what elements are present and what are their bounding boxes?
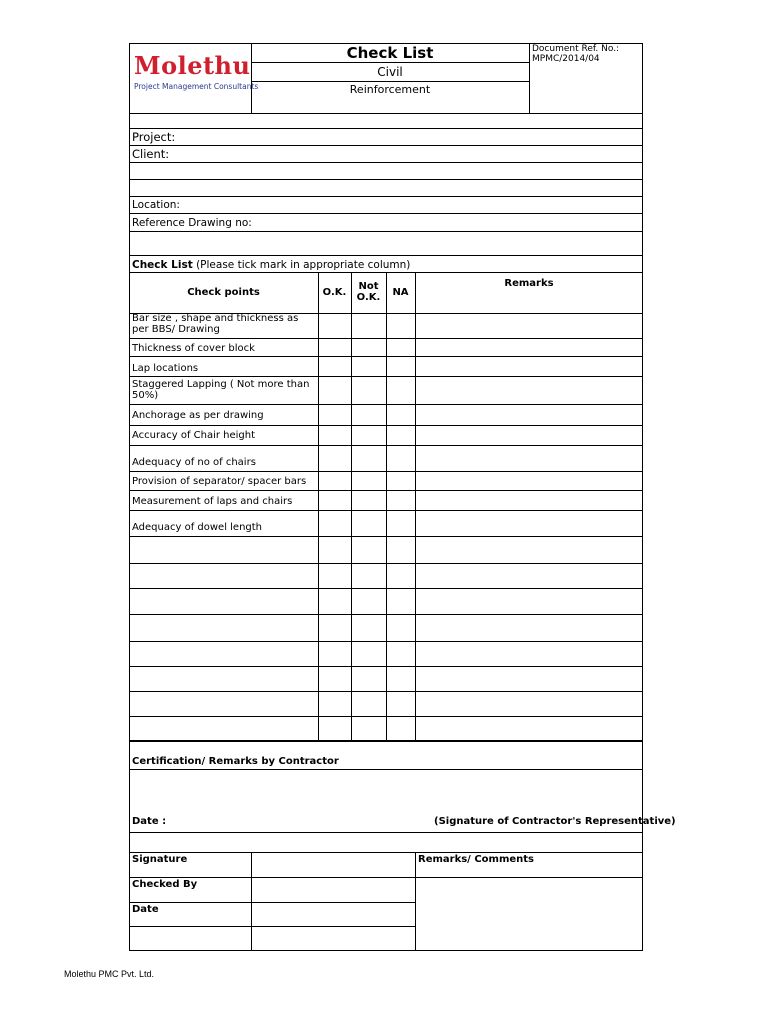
- column-divider-remarks: [415, 272, 416, 740]
- row-line: [129, 231, 643, 232]
- row-line: [129, 445, 643, 446]
- checklist-heading: [132, 259, 410, 271]
- checklist-title: Check List: [132, 259, 193, 271]
- table-bottom-line: [129, 740, 643, 742]
- header-line: [251, 62, 529, 63]
- row-line: [129, 691, 643, 692]
- row-line: [129, 471, 643, 472]
- check-point-item: Adequacy of dowel length: [132, 522, 263, 533]
- company-logo-tagline: Project Management Consultants: [134, 82, 259, 91]
- location-label: Location:: [132, 199, 180, 211]
- column-divider-not-ok: [351, 272, 352, 740]
- signature-label: Signature: [132, 854, 188, 865]
- certification-date-label: Date :: [132, 816, 167, 827]
- certification-signature-row: [130, 815, 676, 832]
- row-line: [129, 213, 643, 214]
- row-line: [129, 179, 643, 180]
- check-point-item: Measurement of laps and chairs: [132, 496, 293, 507]
- row-line: [129, 926, 415, 927]
- row-line: [129, 338, 643, 339]
- discipline-label: Civil: [377, 65, 403, 79]
- row-line: [129, 563, 643, 564]
- column-header-check-points: Check points: [187, 287, 260, 298]
- row-line: [129, 614, 643, 615]
- row-line: [129, 490, 643, 491]
- row-line: [129, 255, 643, 256]
- company-logo: Molethu: [134, 51, 251, 80]
- check-point-item: Lap locations: [132, 363, 199, 374]
- row-line: [129, 666, 643, 667]
- row-line: [129, 852, 643, 853]
- row-line: [129, 404, 643, 405]
- reference-drawing-label: Reference Drawing no:: [132, 217, 252, 229]
- row-line: [129, 877, 643, 878]
- check-point-item: Thickness of cover block: [132, 343, 255, 354]
- column-header-ok: O.K.: [322, 287, 347, 298]
- row-line: [129, 162, 643, 163]
- column-divider-ok: [318, 272, 319, 740]
- checked-by-label: Checked By: [132, 879, 198, 890]
- row-line: [129, 196, 643, 197]
- document-ref-value: MPMC/2014/04: [532, 54, 600, 64]
- row-line: [129, 356, 643, 357]
- row-line: [129, 145, 643, 146]
- header-line: [251, 81, 529, 82]
- header-bottom-line: [129, 113, 643, 114]
- row-line: [129, 641, 643, 642]
- row-line: [129, 536, 643, 537]
- document-ref-label: Document Ref. No.:: [532, 44, 620, 54]
- column-header-not-ok: Not O.K.: [356, 281, 381, 303]
- client-label: Client:: [132, 147, 170, 161]
- row-line: [129, 902, 415, 903]
- page-title: Check List: [346, 44, 434, 62]
- remarks-comments-label: Remarks/ Comments: [418, 854, 535, 865]
- header-divider-right: [529, 43, 530, 113]
- row-line: [129, 128, 643, 129]
- column-divider-na: [386, 272, 387, 740]
- check-point-item: Staggered Lapping ( Not more than 50%): [132, 379, 310, 401]
- check-point-item: Bar size , shape and thickness as per BBS/ Drawing: [132, 313, 299, 335]
- row-line: [129, 716, 643, 717]
- row-line: [129, 832, 643, 833]
- contractor-signature-label: (Signature of Contractor's Representative): [434, 816, 676, 827]
- row-line: [129, 376, 643, 377]
- project-label: Project:: [132, 130, 176, 144]
- row-line: [129, 510, 643, 511]
- column-header-na: NA: [392, 287, 409, 298]
- signoff-divider: [415, 852, 416, 951]
- check-point-item: Adequacy of no of chairs: [132, 457, 256, 468]
- column-header-remarks: Remarks: [504, 278, 554, 289]
- check-point-item: Provision of separator/ spacer bars: [132, 476, 307, 487]
- date-label: Date: [132, 904, 159, 915]
- check-point-item: Accuracy of Chair height: [132, 430, 256, 441]
- checklist-instruction: (Please tick mark in appropriate column): [196, 259, 411, 271]
- check-point-item: Anchorage as per drawing: [132, 410, 264, 421]
- subject-label: Reinforcement: [349, 83, 431, 96]
- row-line: [129, 769, 643, 770]
- certification-heading: Certification/ Remarks by Contractor: [132, 756, 339, 767]
- footer-company: Molethu PMC Pvt. Ltd.: [64, 969, 155, 979]
- row-line: [129, 588, 643, 589]
- row-line: [129, 425, 643, 426]
